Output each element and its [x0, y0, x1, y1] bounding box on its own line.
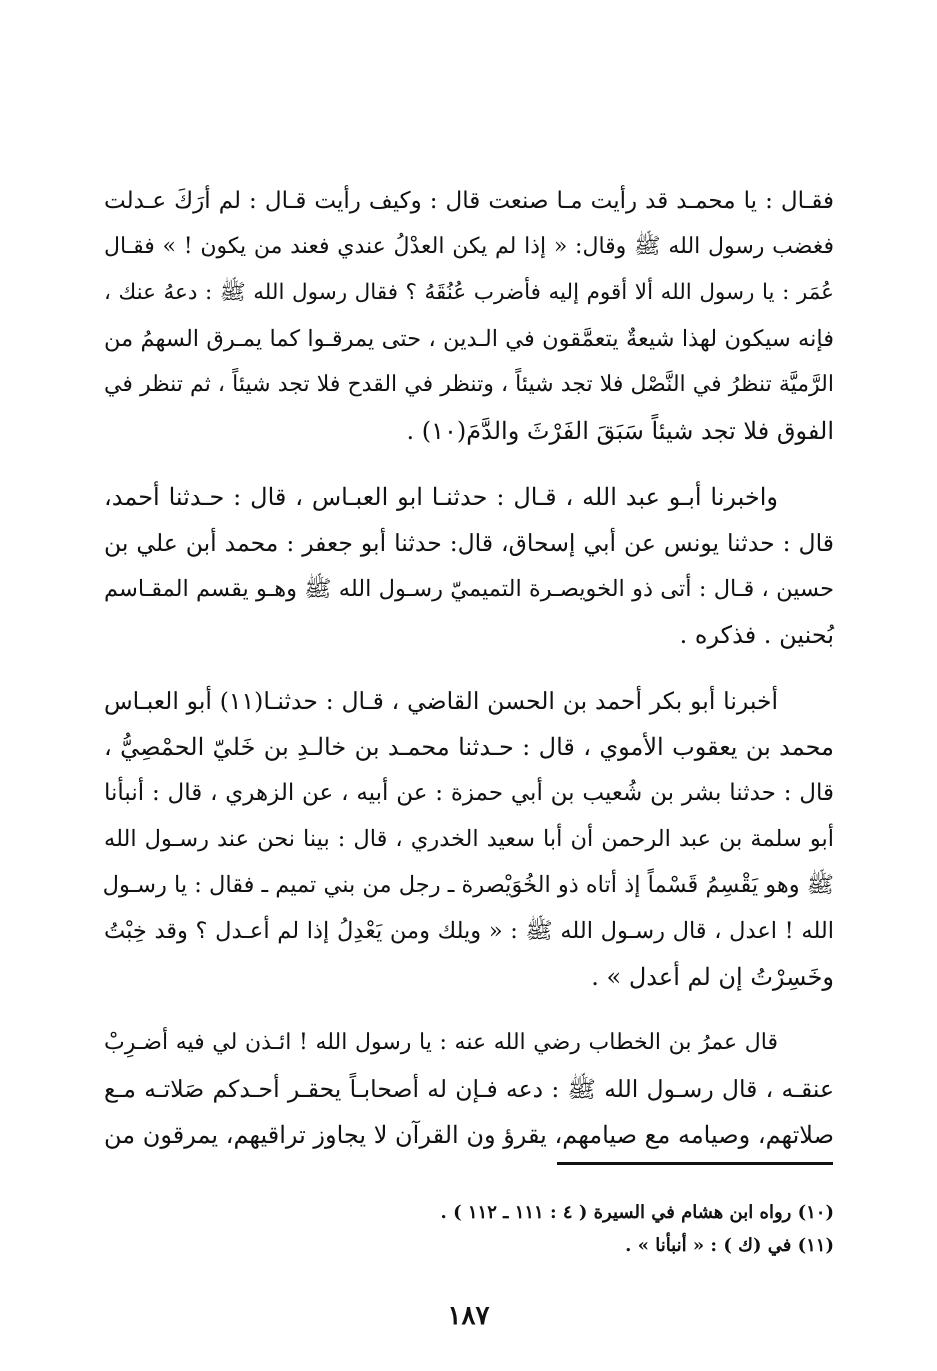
text-line: واخبرنا أبـو عبد الله ، قـال : حدثنـا ابو العبـاس ، قال : حـدثنا أحمد، [104, 483, 778, 511]
main-text [104, 178, 834, 1158]
footnote-divider [557, 1162, 833, 1165]
text-line: فقـال : يا محمـد قد رأيت مـا صنعت قال : وكيف رأيت قـال : لم أرَكَ عـدلت [104, 188, 834, 214]
text-line: محمد بن يعقوب الأموي ، قال : حـدثنا محمـد بن خالـدِ بن خَليّ الحمْصِيُّ ، [104, 733, 834, 761]
paragraph-gap [104, 454, 834, 474]
text-line: قال : حدثنا بشر بن شُعيب بن أبي حمزة : عن أبيه ، عن الزهري ، قال : أنبأنا [104, 780, 834, 806]
paragraph-gap [104, 658, 834, 678]
text-line: قال عمرُ بن الخطاب رضي الله عنه : يا رسول الله ! ائـذن لي فيه أضـرِبْ [104, 1030, 778, 1055]
footnote-10: (١٠) رواه ابن هشام في السيرة ( ٤ : ١١١ ـ ١١٢ ) . [440, 1202, 834, 1223]
text-line: بُحنين . فذكره . [679, 621, 834, 649]
paragraph-2 [104, 474, 834, 658]
text-line: ﷺ وهو يَقْسِمُ قَسْماً إذ أتاه ذو الخُوَيْصرة ـ رجل من بني تميم ـ فقال : يا رسـول [102, 872, 834, 898]
text-line: فغضب رسول الله ﷺ وقال: « إذا لم يكن العدْلُ عندي فعند من يكون ! » فقـال [104, 234, 834, 259]
page-number: ١٨٧ [447, 1301, 490, 1331]
text-line: الفوق فلا تجد شيئاً سَبَقَ الفَرْثَ والدَّمَ(١٠) . [406, 417, 834, 445]
paragraph-gap [104, 1000, 834, 1020]
text-line: قال : حدثنا يونس عن أبي إسحاق، قال: حدثنا أبو جعفر : محمد أبن علي بن [104, 529, 834, 557]
text-line: عنقـه ، قال رسـول الله ﷺ : دعه فـإن له أصحابـاً يحقـر أحـدكم صَلاتـه مـع [104, 1075, 834, 1103]
footnotes [104, 1196, 834, 1262]
paragraph-1 [104, 178, 834, 454]
text-line: أخبرنا أبو بكر أحمد بن الحسن القاضي ، قـال : حدثنـا(١١) أبو العبـاس [104, 687, 778, 715]
paragraph-3 [104, 678, 834, 1000]
text-line: أبو سلمة بن عبد الرحمن أن أبا سعيد الخدري ، قال : بينا نحن عند رسـول الله [104, 826, 834, 852]
paragraph-4 [104, 1020, 834, 1158]
footnote-11: (١١) في (ك ) : « أنبأنا » . [625, 1235, 834, 1256]
text-line: الله ! اعدل ، قال رسـول الله ﷺ : « ويلك ومن يَعْدِلُ إذا لم أعـدل ؟ وقد خِبْتُ [104, 918, 834, 944]
text-line: صلاتهم، وصيامه مع صيامهم، يقرؤ ون القرآن لا يجاوز تراقيهم، يمرقون من [104, 1121, 834, 1149]
text-line: حسين ، قـال : أتى ذو الخويصـرة التميميّ رسـول الله ﷺ وهـو يقسم المقـاسم [104, 576, 834, 602]
text-line: عُمَر : يا رسول الله ألا أقوم إليه فأضرب عُنُقَهُ ؟ فقال رسول الله ﷺ : دعهُ عنك ، [104, 280, 834, 305]
text-line: الرَّميَّة تنظرُ في النَّصْل فلا تجد شيئاً ، وتنظر في القدح فلا تجد شيئاً ، ثم تنظر في [104, 372, 834, 397]
text-line: وخَسِرْتُ إن لم أعدل » . [591, 963, 834, 991]
text-line: فإنه سيكون لهذا شيعةٌ يتعمَّقون في الـدين ، حتى يمرقـوا كما يمـرق السهمُ من [104, 326, 834, 352]
